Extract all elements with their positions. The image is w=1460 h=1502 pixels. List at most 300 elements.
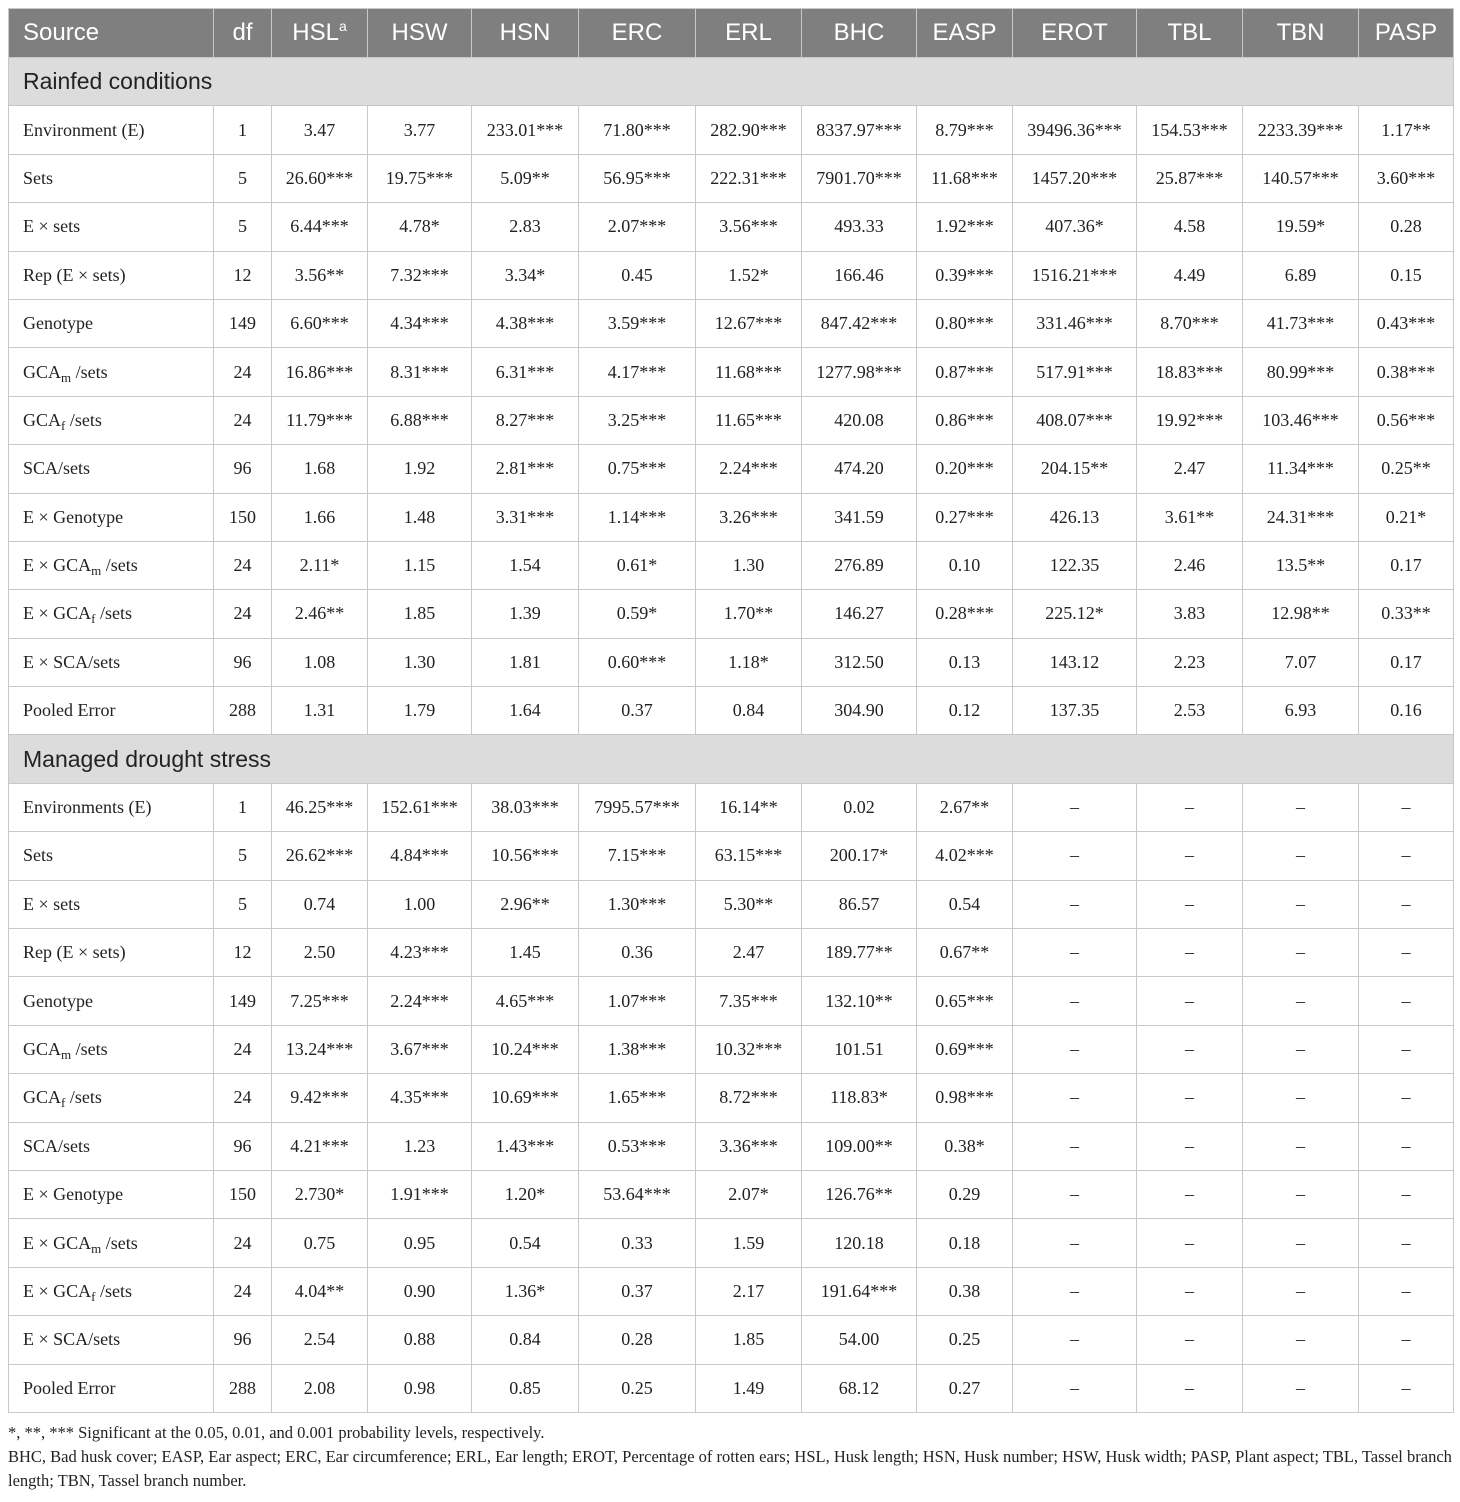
value-cell: 3.47 (272, 106, 368, 154)
source-subscript: f (61, 1095, 66, 1111)
value-cell: 24 (214, 1267, 272, 1315)
section-header-row (9, 735, 1454, 783)
value-cell: 189.77** (802, 929, 917, 977)
value-cell: 101.51 (802, 1025, 917, 1073)
value-cell: 10.32*** (696, 1025, 802, 1073)
value-cell: 0.38* (917, 1122, 1013, 1170)
value-cell: 1.00 (368, 880, 472, 928)
value-cell: 54.00 (802, 1316, 917, 1364)
value-cell: 0.25 (579, 1364, 696, 1412)
value-cell: 0.28 (579, 1316, 696, 1364)
value-cell: 0.84 (696, 687, 802, 735)
value-cell: 6.93 (1243, 687, 1359, 735)
value-cell: 0.33** (1359, 590, 1454, 638)
value-cell: 150 (214, 1170, 272, 1218)
value-cell: 0.43*** (1359, 299, 1454, 347)
value-cell: 288 (214, 1364, 272, 1412)
value-cell: 426.13 (1013, 493, 1137, 541)
value-cell: 3.77 (368, 106, 472, 154)
table-row (9, 203, 1454, 251)
value-cell: 420.08 (802, 396, 917, 444)
value-cell: 1457.20*** (1013, 154, 1137, 202)
source-cell (9, 1219, 214, 1267)
value-cell: 517.91*** (1013, 348, 1137, 396)
source-cell: E × sets (9, 203, 214, 251)
value-cell: 0.17 (1359, 541, 1454, 589)
source-cell: E × Genotype (9, 493, 214, 541)
value-cell: 408.07*** (1013, 396, 1137, 444)
value-cell: 0.69*** (917, 1025, 1013, 1073)
value-cell: 24 (214, 1219, 272, 1267)
value-cell: 16.14** (696, 783, 802, 831)
source-cell: Rep (E × sets) (9, 251, 214, 299)
value-cell: 0.53*** (579, 1122, 696, 1170)
source-cell: E × Genotype (9, 1170, 214, 1218)
value-cell: 0.54 (917, 880, 1013, 928)
value-cell: 1.15 (368, 541, 472, 589)
source-prefix: GCA (23, 1087, 62, 1108)
value-cell: 8.79*** (917, 106, 1013, 154)
value-cell: 12 (214, 929, 272, 977)
value-cell: 0.28*** (917, 590, 1013, 638)
value-cell: 12.98** (1243, 590, 1359, 638)
source-cell: E × SCA/sets (9, 638, 214, 686)
value-cell: 407.36* (1013, 203, 1137, 251)
table-row (9, 299, 1454, 347)
table-row (9, 1025, 1454, 1073)
value-cell: 191.64*** (802, 1267, 917, 1315)
value-cell: 1.92 (368, 445, 472, 493)
value-cell: 0.45 (579, 251, 696, 299)
value-cell: – (1359, 1025, 1454, 1073)
value-cell: 3.60*** (1359, 154, 1454, 202)
source-cell: Pooled Error (9, 1364, 214, 1412)
column-header-hsl (272, 9, 368, 58)
value-cell: 0.16 (1359, 687, 1454, 735)
value-cell: 11.65*** (696, 396, 802, 444)
value-cell: – (1137, 1170, 1243, 1218)
table-row (9, 251, 1454, 299)
value-cell: 1.70** (696, 590, 802, 638)
column-header-label: PASP (1374, 19, 1438, 46)
value-cell: 1.49 (696, 1364, 802, 1412)
value-cell: 0.59* (579, 590, 696, 638)
value-cell: 13.5** (1243, 541, 1359, 589)
value-cell: 1.36* (472, 1267, 579, 1315)
value-cell: 3.59*** (579, 299, 696, 347)
value-cell: 0.27 (917, 1364, 1013, 1412)
value-cell: 3.61** (1137, 493, 1243, 541)
source-cell: Sets (9, 154, 214, 202)
value-cell: 0.85 (472, 1364, 579, 1412)
value-cell: 0.36 (579, 929, 696, 977)
value-cell: 1.30 (696, 541, 802, 589)
column-header-label: Source (23, 19, 100, 46)
value-cell: – (1137, 880, 1243, 928)
source-cell: Sets (9, 832, 214, 880)
value-cell: 304.90 (802, 687, 917, 735)
table-row (9, 977, 1454, 1025)
value-cell: – (1013, 1170, 1137, 1218)
value-cell: 1.65*** (579, 1074, 696, 1122)
source-prefix: GCA (23, 361, 62, 382)
source-suffix: /sets (101, 1232, 138, 1253)
value-cell: 1.85 (368, 590, 472, 638)
value-cell: 8.27*** (472, 396, 579, 444)
value-cell: 1.38*** (579, 1025, 696, 1073)
value-cell: 341.59 (802, 493, 917, 541)
value-cell: – (1243, 1219, 1359, 1267)
value-cell: – (1013, 1316, 1137, 1364)
value-cell: – (1359, 783, 1454, 831)
value-cell: 166.46 (802, 251, 917, 299)
source-cell: Genotype (9, 299, 214, 347)
value-cell: 0.86*** (917, 396, 1013, 444)
value-cell: 0.20*** (917, 445, 1013, 493)
table-row (9, 929, 1454, 977)
column-header-label: TBL (1167, 19, 1212, 46)
value-cell: 149 (214, 977, 272, 1025)
value-cell: – (1013, 1122, 1137, 1170)
value-cell: – (1359, 1170, 1454, 1218)
source-prefix: E × GCA (23, 555, 92, 576)
value-cell: 1.91*** (368, 1170, 472, 1218)
column-header-label: EASP (932, 19, 997, 46)
table-row (9, 396, 1454, 444)
value-cell: 8.72*** (696, 1074, 802, 1122)
table-row (9, 783, 1454, 831)
table-row (9, 1074, 1454, 1122)
value-cell: 96 (214, 638, 272, 686)
source-prefix: GCA (23, 1039, 62, 1059)
table-row (9, 638, 1454, 686)
value-cell: 2.730* (272, 1170, 368, 1218)
value-cell: – (1013, 1364, 1137, 1412)
value-cell: 56.95*** (579, 154, 696, 202)
value-cell: – (1359, 880, 1454, 928)
value-cell: 4.35*** (368, 1074, 472, 1122)
value-cell: 19.75*** (368, 154, 472, 202)
value-cell: 0.12 (917, 687, 1013, 735)
value-cell: – (1243, 1170, 1359, 1218)
value-cell: 68.12 (802, 1364, 917, 1412)
value-cell: – (1359, 1122, 1454, 1170)
value-cell: 0.21* (1359, 493, 1454, 541)
value-cell: 0.37 (579, 1267, 696, 1315)
table-footnotes (8, 1421, 1453, 1493)
value-cell: 1.23 (368, 1122, 472, 1170)
value-cell: 118.83* (802, 1074, 917, 1122)
value-cell: 4.84*** (368, 832, 472, 880)
table-row (9, 590, 1454, 638)
value-cell: 122.35 (1013, 541, 1137, 589)
value-cell: 331.46*** (1013, 299, 1137, 347)
value-cell: – (1013, 1267, 1137, 1315)
value-cell: 24.31*** (1243, 493, 1359, 541)
value-cell: 1516.21*** (1013, 251, 1137, 299)
value-cell: – (1243, 977, 1359, 1025)
source-subscript: m (61, 369, 72, 385)
value-cell: – (1359, 832, 1454, 880)
value-cell: 493.33 (802, 203, 917, 251)
value-cell: 8337.97*** (802, 106, 917, 154)
value-cell: 7.15*** (579, 832, 696, 880)
column-header-label: HSW (391, 19, 448, 46)
table-row (9, 832, 1454, 880)
value-cell: – (1013, 1025, 1137, 1073)
value-cell: 0.80*** (917, 299, 1013, 347)
value-cell: 0.60*** (579, 638, 696, 686)
value-cell: – (1359, 1219, 1454, 1267)
source-subscript: m (91, 563, 102, 579)
source-suffix: /sets (95, 1280, 133, 1301)
value-cell: – (1013, 880, 1137, 928)
value-cell: 0.54 (472, 1219, 579, 1267)
value-cell: – (1137, 977, 1243, 1025)
value-cell: 0.37 (579, 687, 696, 735)
value-cell: 1.07*** (579, 977, 696, 1025)
value-cell: 1 (214, 783, 272, 831)
source-cell: E × sets (9, 880, 214, 928)
column-header-hsn (472, 9, 579, 58)
value-cell: 0.27*** (917, 493, 1013, 541)
source-cell (9, 541, 214, 589)
value-cell: 24 (214, 348, 272, 396)
source-cell (9, 1074, 214, 1122)
value-cell: 1.81 (472, 638, 579, 686)
value-cell: 2.07* (696, 1170, 802, 1218)
value-cell: – (1137, 1122, 1243, 1170)
value-cell: 2.17 (696, 1267, 802, 1315)
value-cell: 24 (214, 1074, 272, 1122)
value-cell: 1.64 (472, 687, 579, 735)
column-header-label: EROT (1041, 19, 1108, 46)
value-cell: 2.81*** (472, 445, 579, 493)
column-header-source (9, 9, 214, 58)
value-cell: – (1137, 1267, 1243, 1315)
source-cell (9, 1025, 214, 1073)
value-cell: 1.79 (368, 687, 472, 735)
column-header-label: TBN (1276, 19, 1325, 46)
column-header-label: HSL (292, 19, 339, 46)
value-cell: 4.23*** (368, 929, 472, 977)
value-cell: 146.27 (802, 590, 917, 638)
value-cell: 46.25*** (272, 783, 368, 831)
value-cell: 1.48 (368, 493, 472, 541)
value-cell: – (1243, 783, 1359, 831)
significance-footnote: *, **, *** Significant at the 0.05, 0.01, and 0.001 probability levels, respectively. (8, 1422, 545, 1442)
value-cell: 0.90 (368, 1267, 472, 1315)
value-cell: 13.24*** (272, 1025, 368, 1073)
value-cell: 222.31*** (696, 154, 802, 202)
value-cell: 19.59* (1243, 203, 1359, 251)
column-header-label: df (232, 19, 253, 46)
value-cell: – (1243, 1364, 1359, 1412)
source-cell: Rep (E × sets) (9, 929, 214, 977)
value-cell: 4.34*** (368, 299, 472, 347)
value-cell: 1.18* (696, 638, 802, 686)
value-cell: 16.86*** (272, 348, 368, 396)
abbreviations-footnote: BHC, Bad husk cover; EASP, Ear aspect; ERC, Ear circumference; ERL, Ear length; EROT, Percentage of rotten ears; HSL, Husk length; HSN, Husk number; HSW, Husk width; PASP, Plant aspect; TBL, Tassel branch length; TBN, Tassel branch number. (8, 1446, 1452, 1490)
value-cell: – (1243, 1316, 1359, 1364)
value-cell: 2.53 (1137, 687, 1243, 735)
value-cell: 4.38*** (472, 299, 579, 347)
value-cell: 41.73*** (1243, 299, 1359, 347)
value-cell: 1.08 (272, 638, 368, 686)
value-cell: 2.23 (1137, 638, 1243, 686)
value-cell: – (1013, 1219, 1137, 1267)
source-cell (9, 348, 214, 396)
value-cell: – (1137, 1364, 1243, 1412)
value-cell: 137.35 (1013, 687, 1137, 735)
value-cell: – (1243, 1267, 1359, 1315)
value-cell: – (1013, 929, 1137, 977)
value-cell: – (1013, 977, 1137, 1025)
value-cell: 2.11* (272, 541, 368, 589)
value-cell: 3.36*** (696, 1122, 802, 1170)
value-cell: 0.75*** (579, 445, 696, 493)
value-cell: 2.67** (917, 783, 1013, 831)
source-cell (9, 396, 214, 444)
value-cell: – (1243, 1122, 1359, 1170)
value-cell: 2.47 (696, 929, 802, 977)
table-row (9, 541, 1454, 589)
column-header-easp (917, 9, 1013, 58)
value-cell: 24 (214, 396, 272, 444)
value-cell: 12 (214, 251, 272, 299)
value-cell: – (1359, 929, 1454, 977)
value-cell: 96 (214, 1122, 272, 1170)
value-cell: – (1137, 783, 1243, 831)
value-cell: 282.90*** (696, 106, 802, 154)
source-prefix: GCA (23, 409, 62, 430)
value-cell: 24 (214, 1025, 272, 1073)
value-cell: 2.46** (272, 590, 368, 638)
value-cell: 24 (214, 541, 272, 589)
value-cell: 7.07 (1243, 638, 1359, 686)
value-cell: 5 (214, 154, 272, 202)
source-subscript: f (91, 1288, 96, 1304)
value-cell: 0.13 (917, 638, 1013, 686)
value-cell: 1.54 (472, 541, 579, 589)
value-cell: 0.38*** (1359, 348, 1454, 396)
value-cell: 0.38 (917, 1267, 1013, 1315)
column-header-erot (1013, 9, 1137, 58)
value-cell: 0.98 (368, 1364, 472, 1412)
value-cell: 1.20* (472, 1170, 579, 1218)
value-cell: – (1243, 929, 1359, 977)
value-cell: 0.25** (1359, 445, 1454, 493)
value-cell: 11.68*** (917, 154, 1013, 202)
value-cell: 0.39*** (917, 251, 1013, 299)
source-cell: Genotype (9, 977, 214, 1025)
value-cell: 38.03*** (472, 783, 579, 831)
value-cell: 3.34* (472, 251, 579, 299)
value-cell: 10.56*** (472, 832, 579, 880)
value-cell: 288 (214, 687, 272, 735)
value-cell: 0.56*** (1359, 396, 1454, 444)
value-cell: 1277.98*** (802, 348, 917, 396)
table-row (9, 1267, 1454, 1315)
source-suffix: /sets (71, 1039, 108, 1059)
value-cell: – (1243, 1025, 1359, 1073)
value-cell: 63.15*** (696, 832, 802, 880)
column-header-pasp (1359, 9, 1454, 58)
value-cell: 80.99*** (1243, 348, 1359, 396)
value-cell: 6.89 (1243, 251, 1359, 299)
source-prefix: E × GCA (23, 1232, 92, 1253)
value-cell: 2.24*** (368, 977, 472, 1025)
value-cell: 4.65*** (472, 977, 579, 1025)
value-cell: 0.75 (272, 1219, 368, 1267)
value-cell: 0.98*** (917, 1074, 1013, 1122)
source-cell: Pooled Error (9, 687, 214, 735)
value-cell: 200.17* (802, 832, 917, 880)
source-subscript: m (91, 1240, 102, 1256)
value-cell: 0.74 (272, 880, 368, 928)
value-cell: 109.00** (802, 1122, 917, 1170)
value-cell: 132.10** (802, 977, 917, 1025)
value-cell: 12.67*** (696, 299, 802, 347)
value-cell: – (1137, 832, 1243, 880)
value-cell: 312.50 (802, 638, 917, 686)
value-cell: 2233.39*** (1243, 106, 1359, 154)
value-cell: 9.42*** (272, 1074, 368, 1122)
value-cell: – (1359, 1074, 1454, 1122)
source-suffix: /sets (65, 409, 102, 430)
value-cell: 4.21*** (272, 1122, 368, 1170)
value-cell: 474.20 (802, 445, 917, 493)
value-cell: 19.92*** (1137, 396, 1243, 444)
column-header-erc (579, 9, 696, 58)
value-cell: 4.17*** (579, 348, 696, 396)
table-row (9, 1219, 1454, 1267)
value-cell: 149 (214, 299, 272, 347)
column-header-label: BHC (833, 19, 885, 46)
value-cell: 6.88*** (368, 396, 472, 444)
value-cell: 1.17** (1359, 106, 1454, 154)
value-cell: 5.30** (696, 880, 802, 928)
table-row (9, 1316, 1454, 1364)
table-row (9, 106, 1454, 154)
value-cell: 0.15 (1359, 251, 1454, 299)
value-cell: – (1013, 832, 1137, 880)
value-cell: 4.49 (1137, 251, 1243, 299)
value-cell: 103.46*** (1243, 396, 1359, 444)
value-cell: 140.57*** (1243, 154, 1359, 202)
value-cell: – (1243, 832, 1359, 880)
value-cell: 96 (214, 445, 272, 493)
value-cell: 154.53*** (1137, 106, 1243, 154)
value-cell: 11.34*** (1243, 445, 1359, 493)
source-suffix: /sets (71, 361, 108, 382)
value-cell: 7.25*** (272, 977, 368, 1025)
source-suffix: /sets (101, 555, 138, 576)
source-cell (9, 590, 214, 638)
value-cell: 7.32*** (368, 251, 472, 299)
value-cell: 0.84 (472, 1316, 579, 1364)
column-header-bhc (802, 9, 917, 58)
value-cell: 7995.57*** (579, 783, 696, 831)
column-header-superscript: a (338, 18, 347, 34)
value-cell: 150 (214, 493, 272, 541)
value-cell: 8.70*** (1137, 299, 1243, 347)
value-cell: 71.80*** (579, 106, 696, 154)
value-cell: 0.18 (917, 1219, 1013, 1267)
column-header-label: HSN (499, 19, 551, 46)
value-cell: 4.58 (1137, 203, 1243, 251)
source-cell: Environments (E) (9, 783, 214, 831)
